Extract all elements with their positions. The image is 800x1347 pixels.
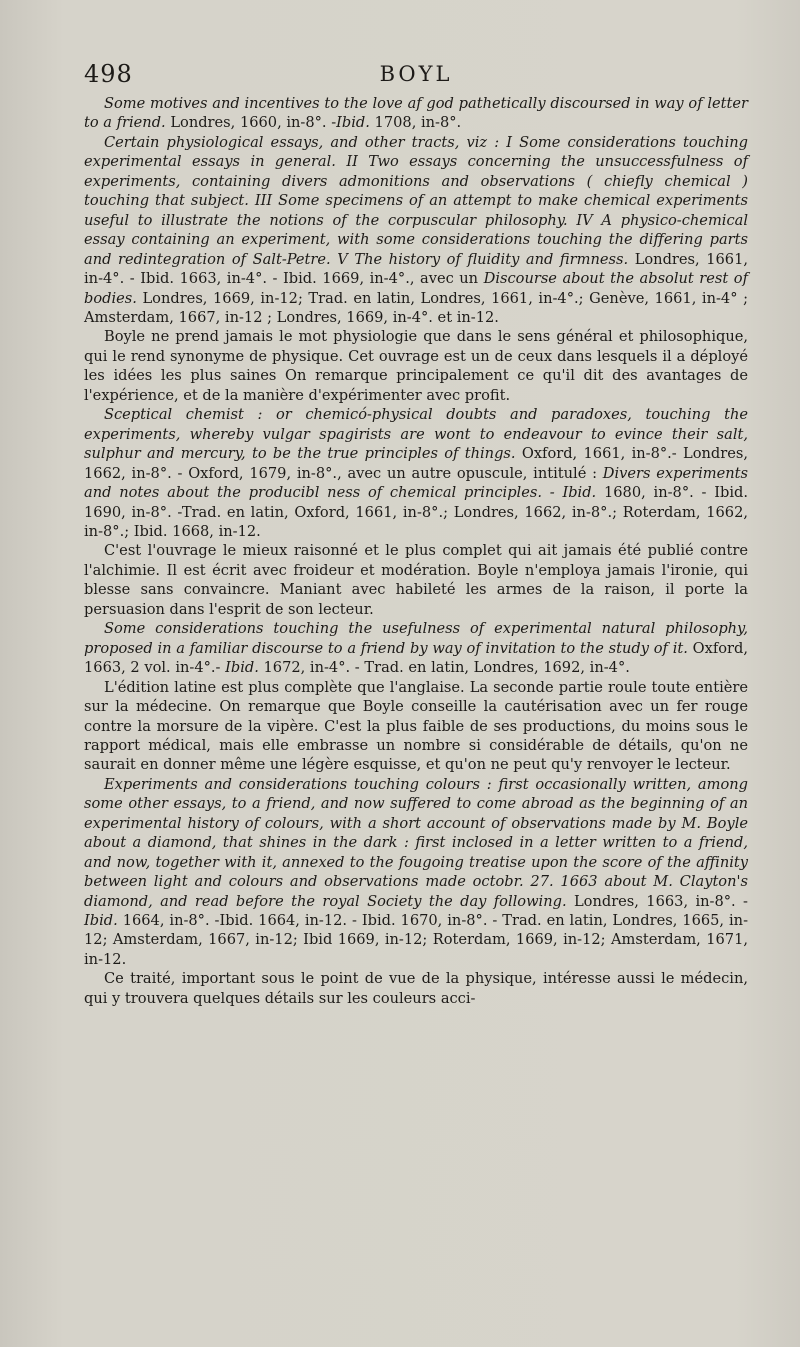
entry-tail: 1708, in-8°. bbox=[369, 114, 462, 132]
entry-imprint: Londres, 1663, in-8°. - bbox=[566, 892, 748, 910]
entry-tail: 1680, in-8°. - Ibid. 1690, in-8°. -Trad. en latin, Oxford, 1661, in-8°.; Londres, 1662, in-8°.; Roterdam, 1662, in-8°.; Ibid. 1668, in-12. bbox=[84, 484, 748, 540]
entry-extra: Discourse about the absolut rest of bodies. bbox=[84, 270, 748, 307]
commentary-paragraph: L'édition latine est plus complète que l'anglaise. La seconde partie roule toute entière sur la médecine. On remarque que Boyle conseille la cautérisation avec un fer rouge contre la morsure de la vipère. C'est la plus faible de ses productions, du moins sous le rapport médical, mais elle embrasse un nombre si considérable de détails, qu'on ne saurait en donner même une légère esquisse, et qu'on ne peut qu'y renvoyer le lecteur. bbox=[84, 678, 748, 774]
page-number: 498 bbox=[84, 60, 133, 88]
commentary-paragraph: Boyle ne prend jamais le mot physiologie que dans le sens général et philosophique, qui le rend synonyme de physique. Cet ouvrage est un de ceux dans lesquels il a déployé les idées les plus saines On remarque principalement ce qu'il dit des avantages de l'expérience, et de la manière d'expérimenter avec profit. bbox=[84, 328, 748, 404]
entry-title: Some motives and incentives to the love af god pathetically discoursed in way of letter to a friend. bbox=[84, 95, 748, 132]
bibliography-entry bbox=[84, 405, 748, 541]
entry-title: Experiments and considerations touching colours : first occasionally written, among some other essays, to a friend, and now suffered to come abroad as the beginning of an experimental history of colours, with a short account of observations made by M. Boyle about a diamond, that shines in the dark : first inclosed in a letter written to a friend, and now, together with it, annexed to the fougoing treatise upon the score of the affinity between light and colours and observations made octobr. 27. 1663 about M. Clayton's diamond, and read before the royal Society the day following. bbox=[84, 775, 748, 910]
entry-title: Some considerations touching the usefulness of experimental natural philosophy, proposed in a familiar discourse to a friend by way of invitation to the study of it. bbox=[84, 620, 748, 657]
commentary-paragraph: C'est l'ouvrage le mieux raisonné et le plus complet qui ait jamais été publié contre l'alchimie. Il est écrit avec froideur et modération. Boyle n'employa jamais l'ironie, qui blesse sans convaincre. Maniant avec habileté les armes de la raison, il porte la persuasion dans l'esprit de son lecteur. bbox=[84, 542, 748, 618]
entry-title: Certain physiological essays, and other tracts, viz : I Some considerations touching experimental essays in general. II Two essays concerning the unsuccessfulness of experiments, containing divers admonitions and observations ( chiefly chemical ) touching that subject. III Some specimens of an attempt to make chemical experiments useful to illustrate the notions of the corpuscular philosophy. IV A physico-chemical essay containing an experiment, with some considerations touching the differing parts and redintegration of Salt-Petre. V The history of fluidity and firmness. bbox=[84, 133, 748, 268]
entry-tail: Londres, 1669, in-12; Trad. en latin, Londres, 1661, in-4°.; Genève, 1661, in-4° ; Amsterdam, 1667, in-12 ; Londres, 1669, in-4°. et in-12. bbox=[84, 289, 748, 326]
entry-imprint: Londres, 1661, in-4°. - Ibid. 1663, in-4°. - Ibid. 1669, in-4°., avec un bbox=[84, 250, 748, 288]
entry-tail: 1664, in-8°. -Ibid. 1664, in-12. - Ibid. 1670, in-8°. - Trad. en latin, Londres, 1665, in-12; Amsterdam, 1667, in-12; Ibid 1669, in-12; Roterdam, 1669, in-12; Amsterdam, 1671, in-12. bbox=[84, 912, 748, 968]
entry-extra: Ibid. bbox=[336, 114, 370, 132]
entry-extra: Divers experiments and notes about the producibl ness of chemical principles. - Ibid. bbox=[84, 464, 748, 502]
bibliography-entry bbox=[84, 775, 748, 970]
entry-extra: Ibid. bbox=[225, 659, 259, 677]
bibliography-entry bbox=[84, 619, 748, 677]
commentary-paragraph: Ce traité, important sous le point de vue de la physique, intéresse aussi le médecin, qui y trouvera quelques détails sur les couleurs acci- bbox=[84, 970, 748, 1007]
entry-imprint: Oxford, 1663, 2 vol. in-4°.- bbox=[84, 639, 749, 677]
page-header bbox=[84, 60, 748, 90]
running-head: BOYL bbox=[379, 62, 453, 86]
bibliography-entry bbox=[84, 133, 748, 328]
entry-title: Sceptical chemist : or chemicó-physical doubts and paradoxes, touching the experiments, whereby vulgar spagirists are wont to endeavour to evince their salt, sulphur and mercury, to be the true principles of things. bbox=[84, 406, 748, 463]
entry-tail: 1672, in-4°. - Trad. en latin, Londres, 1692, in-4°. bbox=[258, 659, 630, 677]
entry-imprint: Oxford, 1661, in-8°.- Londres, 1662, in-8°. - Oxford, 1679, in-8°., avec un autre opuscule, intitulé : bbox=[84, 445, 748, 482]
entry-imprint: Londres, 1660, in-8°. - bbox=[165, 114, 337, 132]
page-body bbox=[84, 94, 748, 1008]
bibliography-entry bbox=[84, 94, 748, 133]
entry-extra: Ibid. bbox=[84, 912, 118, 930]
